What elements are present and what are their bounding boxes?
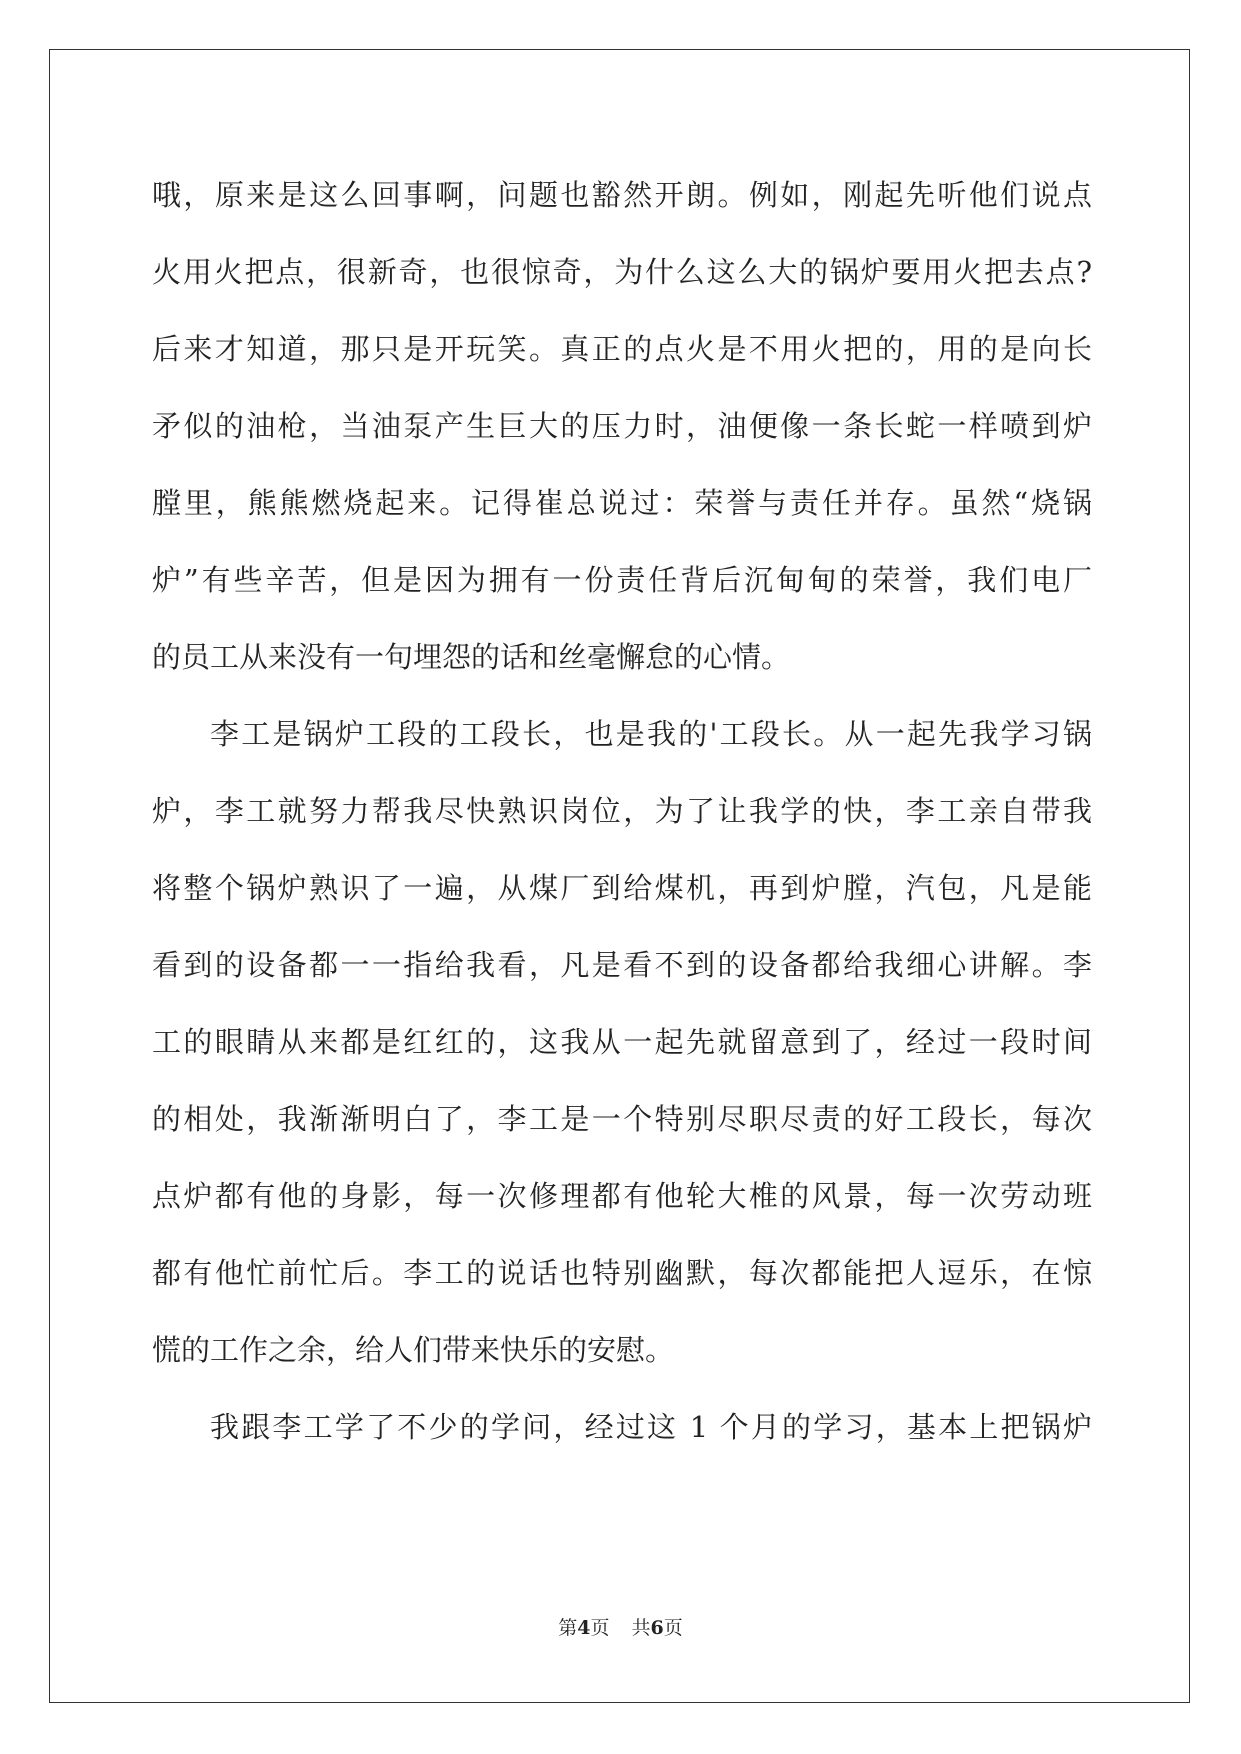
text-line: 炉”有些辛苦，但是因为拥有一份责任背后沉甸甸的荣誉，我们电厂 — [152, 563, 1092, 597]
text-line: 的相处，我渐渐明白了，李工是一个特别尽职尽责的好工段长，每次 — [152, 1102, 1092, 1136]
text-line: 李工是锅炉工段的工段长，也是我的'工段长。从一起先我学习锅 — [210, 717, 1092, 751]
text-line: 矛似的油枪，当油泵产生巨大的压力时，油便像一条长蛇一样喷到炉 — [152, 409, 1092, 443]
text-line: 的员工从来没有一句埋怨的话和丝毫懈怠的心情。 — [152, 640, 791, 674]
text-line: 将整个锅炉熟识了一遍，从煤厂到给煤机，再到炉膛，汽包，凡是能 — [152, 871, 1092, 905]
document-body — [152, 157, 1092, 1466]
text-line: 炉，李工就努力帮我尽快熟识岗位，为了让我学的快，李工亲自带我 — [152, 794, 1092, 828]
page-suffix: 页 — [590, 1617, 610, 1639]
paragraph-2 — [152, 696, 1092, 1389]
page-prefix: 第 — [558, 1617, 578, 1639]
text-line: 工的眼睛从来都是红红的，这我从一起先就留意到了，经过一段时间 — [152, 1025, 1092, 1059]
text-line: 慌的工作之余，给人们带来快乐的安慰。 — [152, 1333, 675, 1367]
paragraph-3 — [152, 1389, 1092, 1466]
paragraph-1 — [152, 157, 1092, 696]
text-line: 看到的设备都一一指给我看，凡是看不到的设备都给我细心讲解。李 — [152, 948, 1092, 982]
page-total: 6 — [650, 1617, 664, 1639]
text-line: 我跟李工学了不少的学问，经过这 1 个月的学习，基本上把锅炉 — [210, 1410, 1092, 1444]
total-suffix: 页 — [663, 1617, 683, 1639]
page-footer — [0, 1613, 1241, 1640]
text-line: 火用火把点，很新奇，也很惊奇，为什么这么大的锅炉要用火把去点? — [152, 255, 1092, 289]
total-prefix: 共 — [631, 1617, 651, 1639]
text-line: 都有他忙前忙后。李工的说话也特别幽默，每次都能把人逗乐，在惊 — [152, 1256, 1092, 1290]
text-line: 膛里，熊熊燃烧起来。记得崔总说过：荣誉与责任并存。虽然“烧锅 — [152, 486, 1092, 520]
text-line: 后来才知道，那只是开玩笑。真正的点火是不用火把的，用的是向长 — [152, 332, 1092, 366]
text-line: 哦，原来是这么回事啊，问题也豁然开朗。例如，刚起先听他们说点 — [152, 178, 1092, 212]
page-current: 4 — [577, 1617, 591, 1639]
text-line: 点炉都有他的身影，每一次修理都有他轮大椎的风景，每一次劳动班 — [152, 1179, 1092, 1213]
